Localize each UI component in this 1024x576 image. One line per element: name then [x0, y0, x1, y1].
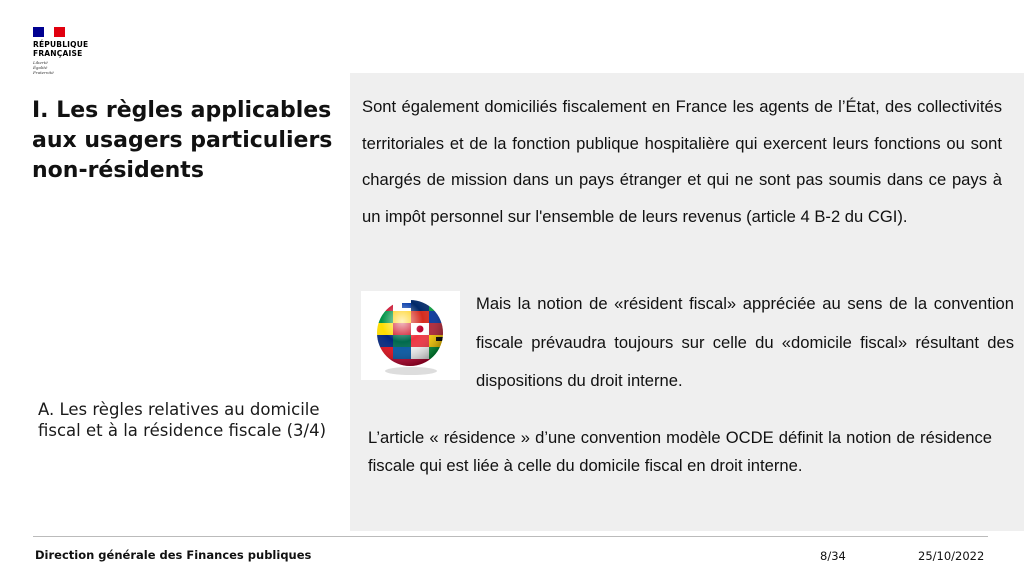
logo-line-2: FRANÇAISE [33, 48, 83, 58]
motto-liberte: Liberté [33, 60, 48, 65]
logo-line-1: RÉPUBLIQUE [33, 40, 89, 49]
paragraph-article-residence: L’article « résidence » d’une convention modèle OCDE définit la notion de résidence fiscale qui est liée à celle du domicile fiscal en droit interne. [368, 428, 992, 475]
page-number: 8/34 [820, 549, 846, 563]
slide-title: I. Les règles applicables aux usagers particuliers non-résidents [32, 98, 333, 183]
motto-egalite: Égalité [33, 65, 48, 70]
world-flags-globe-icon [361, 291, 460, 380]
paragraph-resident-fiscal: Mais la notion de «résident fiscal» appréciée au sens de la convention fiscale prévaudra toujours sur celle du «domicile fiscal» résultant des dispositions du droit interne. [476, 294, 1014, 390]
footer-organization: Direction générale des Finances publiques [35, 548, 312, 562]
footer-divider [33, 536, 988, 537]
footer-date: 25/10/2022 [918, 549, 985, 563]
section-subtitle: A. Les règles relatives au domicile fiscal et à la résidence fiscale (3/4) [38, 400, 327, 440]
french-flag-icon [33, 27, 65, 37]
motto-fraternite: Fraternité [33, 70, 54, 75]
paragraph-agents-etat: Sont également domiciliés fiscalement en France les agents de l’État, des collectivités territoriales et de la fonction publique hospitalière qui exercent leurs fonctions ou sont chargés de mission dans un pays étranger et qui ne sont pas soumis dans ce pays à un impôt personnel sur l'ensemble de leurs revenus (article 4 B-2 du CGI). [362, 97, 1002, 226]
republique-francaise-logo [33, 27, 123, 75]
